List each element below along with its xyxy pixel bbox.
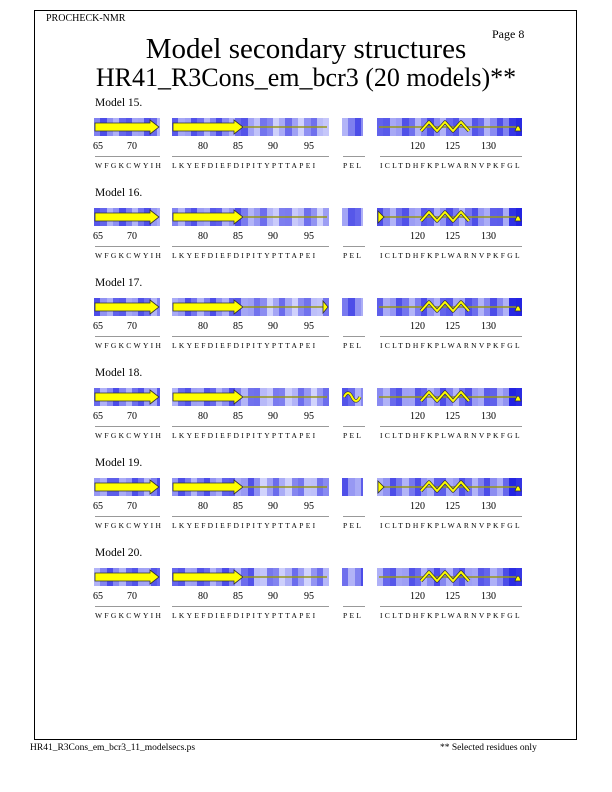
beta-strand-arrow — [95, 210, 159, 224]
sequence-rule — [172, 426, 329, 427]
residue-number-tick: 95 — [304, 141, 314, 152]
sequence-letters: ICLTDHFKPLWARNVPKFGL — [380, 521, 522, 530]
sequence-rule — [380, 516, 522, 517]
sequence-letters: LKYEFDIEFDIPITYPTTAPEI — [172, 611, 318, 620]
residue-shading-track — [342, 568, 363, 586]
residue-number-tick: 90 — [268, 411, 278, 422]
secondary-structure-glyph — [377, 208, 522, 226]
beta-strand-arrow — [95, 390, 159, 404]
sequence-rule — [95, 246, 160, 247]
model-label: Model 19. — [95, 457, 143, 469]
residue-number-tick: 65 — [93, 321, 103, 332]
secondary-structure-glyph — [342, 118, 363, 136]
residue-shading-track — [342, 208, 363, 226]
residue-number-tick: 85 — [233, 501, 243, 512]
secondary-structure-glyph — [377, 478, 522, 496]
beta-strand-arrow — [95, 570, 159, 584]
residue-number-tick: 125 — [445, 141, 460, 152]
residue-shading-track — [342, 388, 363, 406]
residue-number-tick: 70 — [127, 231, 137, 242]
residue-shading-track — [172, 118, 329, 136]
model-label: Model 20. — [95, 547, 143, 559]
residue-number-tick: 85 — [233, 231, 243, 242]
residue-number-tick: 130 — [481, 231, 496, 242]
footer-filename: HR41_R3Cons_em_bcr3_11_modelsecs.ps — [30, 743, 196, 753]
residue-number-tick: 120 — [410, 591, 425, 602]
residue-shading-track — [94, 118, 160, 136]
residue-number-tick: 80 — [198, 141, 208, 152]
residue-number-tick: 70 — [127, 411, 137, 422]
beta-strand-arrow — [173, 570, 243, 584]
residue-number-tick: 85 — [233, 411, 243, 422]
sequence-rule — [343, 336, 365, 337]
model-block — [0, 457, 612, 547]
residue-number-tick: 80 — [198, 591, 208, 602]
residue-number-tick: 65 — [93, 591, 103, 602]
model-block — [0, 547, 612, 637]
residue-number-tick: 85 — [233, 141, 243, 152]
sequence-rule — [95, 426, 160, 427]
residue-shading-track — [172, 208, 329, 226]
residue-number-tick: 90 — [268, 591, 278, 602]
residue-number-tick: 80 — [198, 411, 208, 422]
sequence-rule — [380, 606, 522, 607]
residue-number-tick: 120 — [410, 501, 425, 512]
secondary-structure-glyph — [342, 208, 363, 226]
model-label: Model 15. — [95, 97, 143, 109]
residue-number-tick: 70 — [127, 321, 137, 332]
sequence-rule — [380, 336, 522, 337]
residue-number-tick: 80 — [198, 501, 208, 512]
secondary-structure-glyph — [172, 298, 329, 316]
sequence-rule — [343, 156, 365, 157]
secondary-structure-glyph — [94, 478, 160, 496]
sequence-letters: LKYEFDIEFDIPITYPTTAPEI — [172, 521, 318, 530]
sequence-rule — [343, 606, 365, 607]
secondary-structure-glyph — [172, 388, 329, 406]
residue-number-tick: 130 — [481, 591, 496, 602]
secondary-structure-glyph — [94, 388, 160, 406]
secondary-structure-glyph — [342, 298, 363, 316]
sequence-letters: WFGKCWYIH — [95, 161, 164, 170]
page-title: Model secondary structures — [145, 33, 467, 65]
sequence-letters: WFGKCWYIH — [95, 431, 164, 440]
sequence-letters: PEL — [343, 521, 364, 530]
beta-strand-arrow — [173, 390, 243, 404]
residue-shading-track — [377, 388, 522, 406]
residue-number-tick: 125 — [445, 231, 460, 242]
residue-number-tick: 90 — [268, 141, 278, 152]
beta-strand-arrow — [173, 210, 243, 224]
sequence-letters: LKYEFDIEFDIPITYPTTAPEI — [172, 431, 318, 440]
beta-strand-arrow — [95, 480, 159, 494]
residue-shading-track — [172, 568, 329, 586]
residue-number-tick: 95 — [304, 501, 314, 512]
residue-number-tick: 130 — [481, 321, 496, 332]
secondary-structure-glyph — [94, 118, 160, 136]
sequence-letters: LKYEFDIEFDIPITYPTTAPEI — [172, 341, 318, 350]
residue-number-tick: 70 — [127, 501, 137, 512]
sequence-rule — [172, 336, 329, 337]
residue-number-tick: 125 — [445, 501, 460, 512]
turn-marker — [378, 481, 384, 493]
residue-number-tick: 85 — [233, 321, 243, 332]
sequence-letters: ICLTDHFKPLWARNVPKFGL — [380, 611, 522, 620]
residue-shading-track — [377, 208, 522, 226]
residue-number-tick: 120 — [410, 321, 425, 332]
beta-strand-arrow — [173, 120, 243, 134]
sequence-rule — [95, 156, 160, 157]
residue-shading-track — [342, 118, 363, 136]
secondary-structure-glyph — [94, 208, 160, 226]
sequence-letters: WFGKCWYIH — [95, 341, 164, 350]
turn-marker — [378, 211, 384, 223]
residue-number-tick: 130 — [481, 411, 496, 422]
residue-shading-track — [94, 298, 160, 316]
residue-shading-track — [172, 478, 329, 496]
sequence-rule — [380, 246, 522, 247]
secondary-structure-glyph — [342, 478, 363, 496]
residue-shading-track — [377, 568, 522, 586]
secondary-structure-glyph — [377, 298, 522, 316]
residue-number-tick: 95 — [304, 591, 314, 602]
residue-shading-track — [94, 478, 160, 496]
page-number: Page 8 — [492, 27, 525, 41]
secondary-structure-glyph — [172, 208, 329, 226]
residue-shading-track — [342, 298, 363, 316]
sequence-letters: WFGKCWYIH — [95, 251, 164, 260]
sequence-letters: LKYEFDIEFDIPITYPTTAPEI — [172, 251, 318, 260]
residue-shading-track — [172, 298, 329, 316]
beta-strand-arrow — [95, 300, 159, 314]
secondary-structure-glyph — [94, 298, 160, 316]
residue-number-tick: 95 — [304, 231, 314, 242]
residue-number-tick: 65 — [93, 411, 103, 422]
residue-number-tick: 120 — [410, 411, 425, 422]
program-name: PROCHECK-NMR — [46, 13, 126, 24]
secondary-structure-glyph — [377, 568, 522, 586]
sequence-letters: PEL — [343, 341, 364, 350]
model-label: Model 17. — [95, 277, 143, 289]
residue-shading-track — [94, 388, 160, 406]
sequence-rule — [172, 606, 329, 607]
residue-number-tick: 70 — [127, 141, 137, 152]
sequence-rule — [380, 426, 522, 427]
sequence-rule — [343, 516, 365, 517]
sequence-letters: WFGKCWYIH — [95, 521, 164, 530]
model-block — [0, 367, 612, 457]
residue-shading-track — [377, 118, 522, 136]
residue-number-tick: 65 — [93, 141, 103, 152]
secondary-structure-glyph — [172, 568, 329, 586]
secondary-structure-glyph — [377, 388, 522, 406]
beta-strand-arrow — [173, 480, 243, 494]
sequence-rule — [172, 516, 329, 517]
secondary-structure-glyph — [172, 118, 329, 136]
sequence-letters: PEL — [343, 611, 364, 620]
model-block — [0, 97, 612, 187]
residue-number-tick: 65 — [93, 501, 103, 512]
sequence-rule — [172, 246, 329, 247]
secondary-structure-glyph — [94, 568, 160, 586]
beta-strand-arrow — [173, 300, 243, 314]
residue-number-tick: 120 — [410, 231, 425, 242]
residue-shading-track — [377, 478, 522, 496]
sequence-letters: PEL — [343, 251, 364, 260]
page-subtitle: HR41_R3Cons_em_bcr3 (20 models)** — [95, 63, 517, 92]
residue-number-tick: 95 — [304, 321, 314, 332]
sequence-rule — [380, 156, 522, 157]
sequence-letters: PEL — [343, 161, 364, 170]
residue-number-tick: 80 — [198, 321, 208, 332]
residue-shading-track — [377, 298, 522, 316]
sequence-letters: ICLTDHFKPLWARNVPKFGL — [380, 251, 522, 260]
sequence-rule — [172, 156, 329, 157]
residue-shading-track — [94, 208, 160, 226]
residue-number-tick: 90 — [268, 321, 278, 332]
beta-strand-arrow — [95, 120, 159, 134]
model-label: Model 16. — [95, 187, 143, 199]
residue-number-tick: 130 — [481, 141, 496, 152]
residue-number-tick: 85 — [233, 591, 243, 602]
secondary-structure-glyph — [377, 118, 522, 136]
residue-number-tick: 70 — [127, 591, 137, 602]
sequence-letters: ICLTDHFKPLWARNVPKFGL — [380, 161, 522, 170]
residue-number-tick: 125 — [445, 591, 460, 602]
residue-shading-track — [94, 568, 160, 586]
sequence-letters: ICLTDHFKPLWARNVPKFGL — [380, 431, 522, 440]
model-label: Model 18. — [95, 367, 143, 379]
residue-number-tick: 90 — [268, 501, 278, 512]
footer-note: ** Selected residues only — [440, 743, 537, 753]
sequence-letters: ICLTDHFKPLWARNVPKFGL — [380, 341, 522, 350]
model-block — [0, 187, 612, 277]
model-block — [0, 277, 612, 367]
sequence-rule — [95, 516, 160, 517]
residue-number-tick: 130 — [481, 501, 496, 512]
residue-number-tick: 90 — [268, 231, 278, 242]
sequence-rule — [95, 606, 160, 607]
residue-number-tick: 120 — [410, 141, 425, 152]
residue-number-tick: 95 — [304, 411, 314, 422]
secondary-structure-glyph — [172, 478, 329, 496]
sequence-rule — [343, 426, 365, 427]
residue-number-tick: 125 — [445, 321, 460, 332]
sequence-letters: PEL — [343, 431, 364, 440]
sequence-letters: LKYEFDIEFDIPITYPTTAPEI — [172, 161, 318, 170]
secondary-structure-glyph — [342, 388, 363, 406]
residue-number-tick: 125 — [445, 411, 460, 422]
sequence-rule — [95, 336, 160, 337]
residue-number-tick: 65 — [93, 231, 103, 242]
residue-shading-track — [342, 478, 363, 496]
sequence-letters: WFGKCWYIH — [95, 611, 164, 620]
sequence-rule — [343, 246, 365, 247]
residue-number-tick: 80 — [198, 231, 208, 242]
turn-marker — [323, 301, 328, 313]
secondary-structure-glyph — [342, 568, 363, 586]
residue-shading-track — [172, 388, 329, 406]
